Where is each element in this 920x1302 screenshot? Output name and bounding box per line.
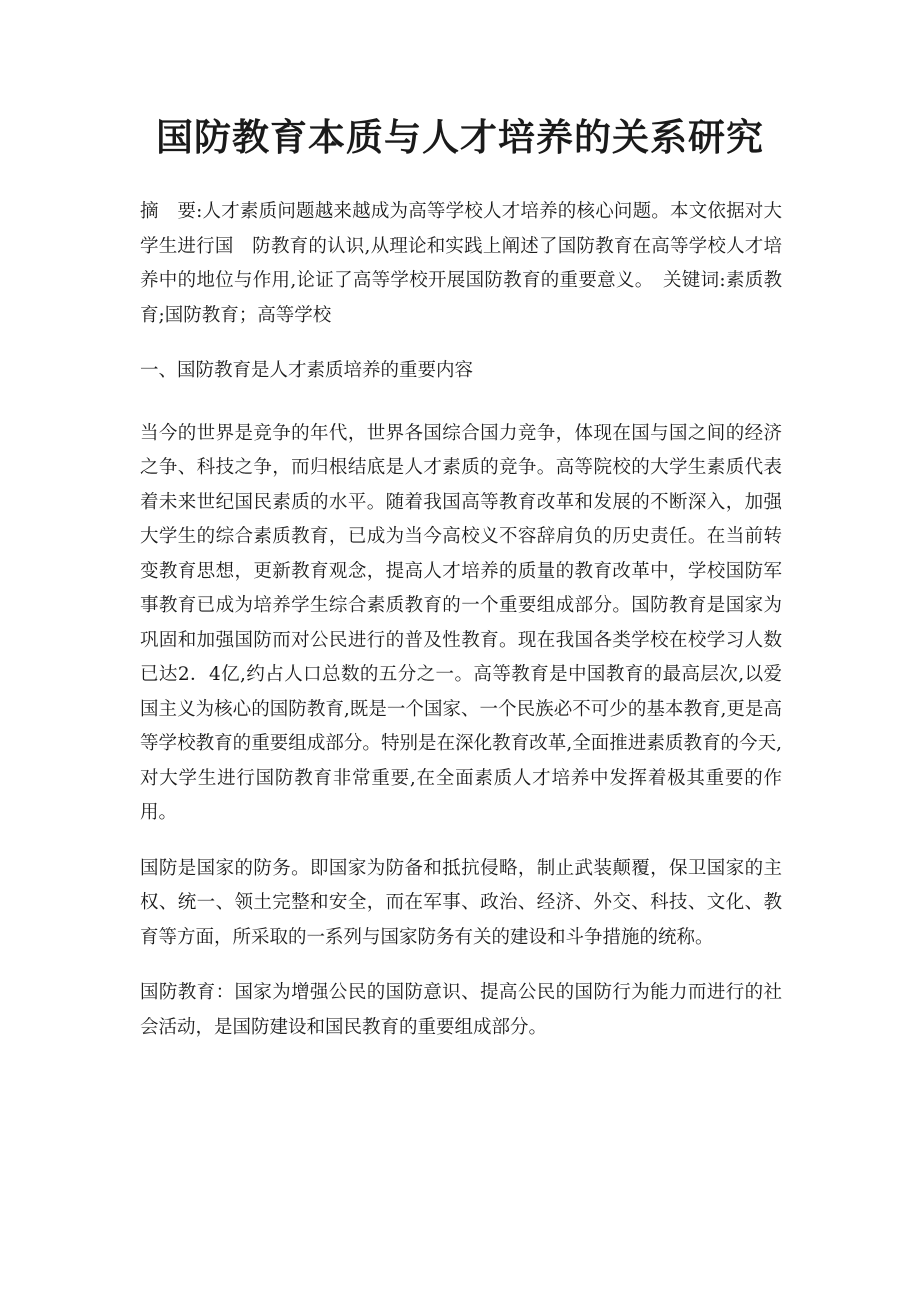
- section-heading: 一、国防教育是人才素质培养的重要内容: [140, 360, 474, 381]
- abstract-paragraph: 摘 要:人才素质问题越来越成为高等学校人才培养的核心问题。本文依据对大学生进行国 防教育的认识,从理论和实践上阐述了国防教育在高等学校人才培养中的地位与作用,论证了高等学校开展国防教育的重要意义。 关键词:素质教育;国防教育；高等学校: [140, 201, 782, 326]
- document-title: 国防教育本质与人才培养的关系研究: [156, 116, 764, 159]
- document-body: [140, 195, 782, 1066]
- body-paragraph: 当今的世界是竞争的年代，世界各国综合国力竞争，体现在国与国之间的经济之争、科技之争，而归根结底是人才素质的竞争。高等院校的大学生素质代表着未来世纪国民素质的水平。随着我国高等教育改革和发展的不断深入，加强大学生的综合素质教育，已成为当今高校义不容辞肩负的历史责任。在当前转变教育思想，更新教育观念，提高人才培养的质量的教育改革中，学校国防军事教育已成为培养学生综合素质教育的一个重要组成部分。国防教育是国家为巩固和加强国防而对公民进行的普及性教育。现在我国各类学校在校学习人数已达2．4亿,约占人口总数的五分之一。高等教育是中国教育的最高层次,以爱国主义为核心的国防教育,既是一个国家、一个民族必不可少的基本教育,更是高等学校教育的重要组成部分。特别是在深化教育改革,全面推进素质教育的今天,对大学生进行国防教育非常重要,在全面素质人才培养中发挥着极其重要的作用。: [140, 422, 782, 823]
- body-paragraph: 国防教育：国家为增强公民的国防意识、提高公民的国防行为能力而进行的社会活动，是国防建设和国民教育的重要组成部分。: [140, 982, 782, 1038]
- body-paragraph: 国防是国家的防务。即国家为防备和抵抗侵略，制止武装颠覆，保卫国家的主权、统一、领土完整和安全，而在军事、政治、经济、外交、科技、文化、教育等方面，所采取的一系列与国家防务有关的建设和斗争措施的统称。: [140, 857, 782, 948]
